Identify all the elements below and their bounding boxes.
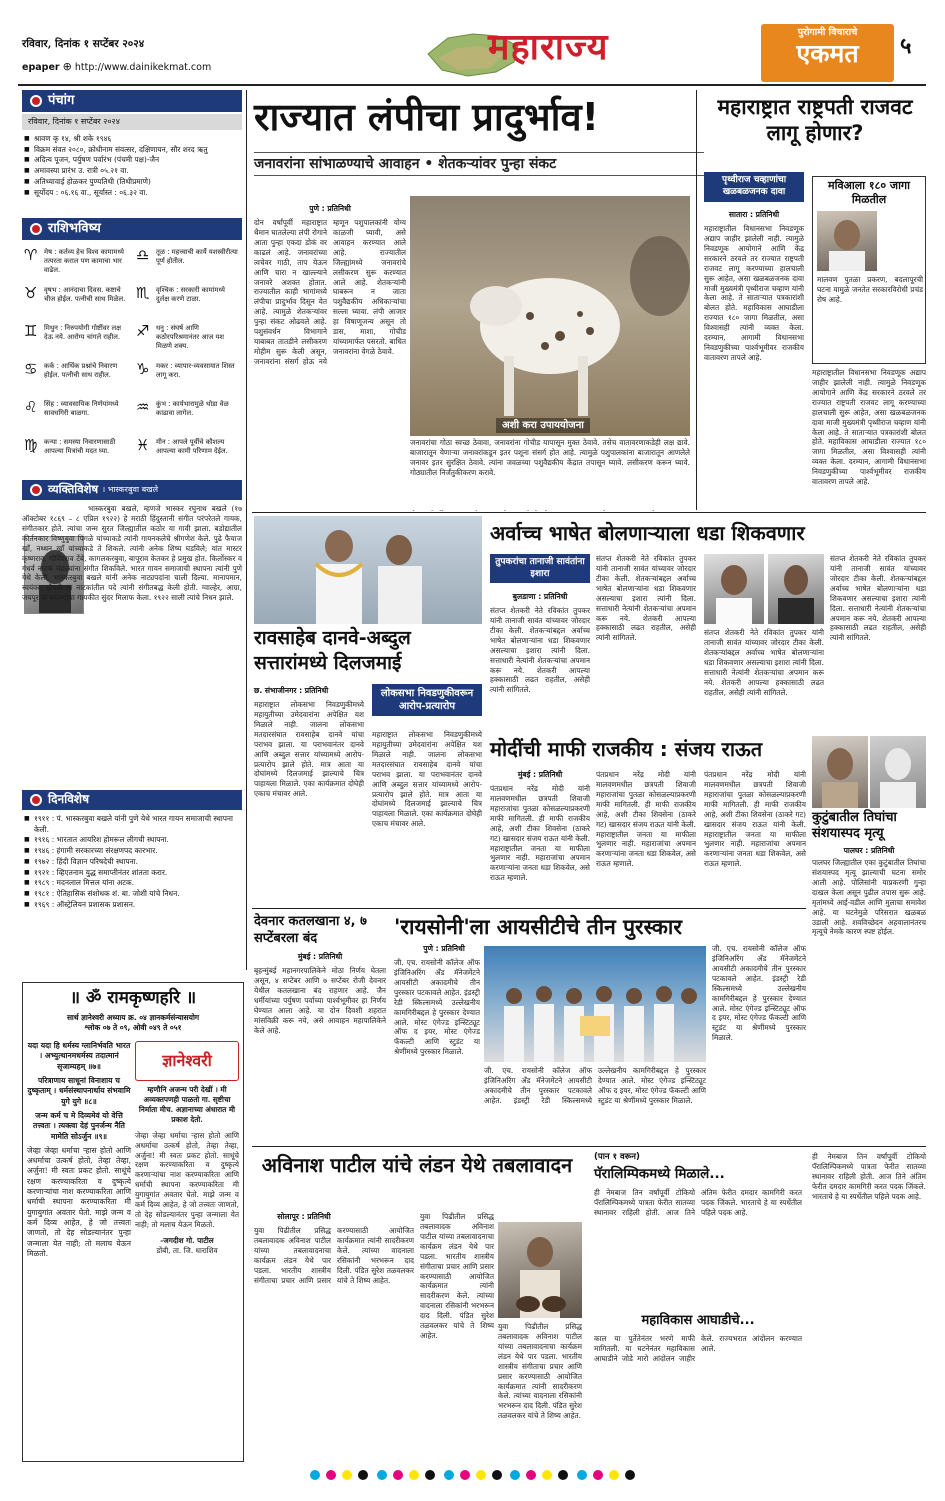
vyakti-body: भास्करबुवा बखले, म्हणजे भास्कर रघुनाथ बखले (१७ ऑक्टोबर १८६९ – ८ एप्रिल १९२२) हे मराठी हिंदुस्तानी संगीत परंपरेतले गायक, संगीतकार होते. त्यांचा जन्म सुरत जिल्ह्यातील कठोर या गावी झाला. बडोद्यातील कीर्तनकार विष्णुबुवा पिंगळे यांच्याकडे त्यांनी गायनकलेचे श्रीगणेश केले. पुढे फैयाज खाँ, नथ्थन खाँ यांच्याकडे ते शिकले. त्यांनी अनेक शिष्य घडविले; यांत मास्टर कृष्णराव, गोविंदराव टेंबे, कागलकरबुवा, बापूराव केतकर हे प्रमुख होत. किर्लोस्कर व गंधर्व नाटक मंडळ्यांना संगीत शिकविले. भारत गायन समाजाची स्थापना त्यांनी पुणे येथे केली. भास्करबुवा बखले यांनी अनेक नाट्यपदांना चाली दिल्या. मानापमान, स्वयंवर, द्रौपदी या नाटकांतील पदे त्यांनी संगीतबद्ध केली होती. ग्वाल्हेर, आग्रा, जयपूर या घराण्यांचा गायकीत सुंदर मिलाफ केला. १९२२ साली त्यांचे निधन झाले. xyxy=(22,504,242,603)
rashi-item: ♈ मेष : कर्तव्य हेच विश्व कामामध्ये तत्परता कराल पण कामाचा भार वाढेल. xyxy=(24,246,124,274)
avinash-headline: अविनाश पाटील यांचे लंडन येथे तबलावादन xyxy=(261,1153,573,1177)
section-rule xyxy=(252,908,806,909)
registration-dot xyxy=(510,1470,520,1480)
masthead xyxy=(0,0,945,88)
site-url[interactable]: http://www.dainikekmat.com xyxy=(74,62,212,73)
capricorn-icon: ♑ xyxy=(136,360,150,378)
mva-body: काल या पुर्तेतेनंतर भरणे माफी मागितली. या घटनेनंतर महाविकास आघाडीने जोडे मारो आंदोलन जाहीर केले. राज्यभरात आंदोलन करण्यात आले. xyxy=(594,1334,802,1363)
list-item: ■ १९१६ : भारतात आयरिश होमरूल लीगची स्थापना. xyxy=(24,835,242,846)
ramkrishna-box xyxy=(22,982,244,1462)
registration-dot xyxy=(542,1470,552,1480)
libra-icon: ♎ xyxy=(136,246,150,264)
rashi-header: राशिभविष्य xyxy=(22,218,242,240)
rashtrapati-kicker: पृथ्वीराज चव्हाणांचा खळबळजनक दावा xyxy=(704,172,804,202)
registration-dot xyxy=(310,1470,320,1480)
kutumb-byline: पालघर : प्रतिनिधी xyxy=(843,846,895,855)
leo-icon: ♌ xyxy=(24,398,38,416)
paralympic-headline: पॅरालिम्पिकमध्ये मिळाले... xyxy=(594,1166,725,1182)
lead-headline: राज्यात लंपीचा प्रादुर्भाव! xyxy=(254,95,599,139)
registration-dot xyxy=(577,1470,587,1480)
vyakti-header: व्यक्तिविशेष । भास्करबुवा बखले xyxy=(22,480,242,500)
lead-subheadline: जनावरांना सांभाळण्याचे आवाहन • शेतकऱ्यांवर पुन्हा संकट xyxy=(254,152,704,176)
registration-dot xyxy=(476,1470,486,1480)
rashi-grid xyxy=(22,244,242,476)
rashtrapati-byline: सातारा : प्रतिनिधी xyxy=(728,210,780,219)
tupkar-byline: बुलडाणा : प्रतिनिधी xyxy=(512,592,568,601)
registration-dot xyxy=(492,1470,502,1480)
tupkar-kicker: तुपकरांचा तानाजी सावंतांना इशारा xyxy=(490,554,590,583)
raisoni-headline: 'रायसोनी'ला आयसीटीचे तीन पुरस्कार xyxy=(394,915,682,939)
raisoni-body: जी. एच. रायसोनी कॉलेज ऑफ इंजिनिअरिंग अँड मॅनेजमेंटने आयसीटी अकादमीचे तीन पुरस्कार पटकावले आहेत. इंडस्ट्री रेडी स्किल्समध्ये उल्लेखनीय कामगिरीबद्दल हे पुरस्कार देण्यात आले. मोस्ट एंगेज्ड इन्स्टिट्यूट ऑफ द इयर, मोस्ट एंगेज्ड फॅकल्टी आणि स्टुडंट या श्रेणींमध्ये पुरस्कार मिळाले. xyxy=(394,958,480,1057)
tupkar-body-4: संतप्त शेतकरी नेते रविकांत तुपकर यांनी तानाजी सावंत यांच्यावर जोरदार टीका केली. शेतकऱ्यांबद्दल अर्वाच्च भाषेत बोलणाऱ्यांना धडा शिकवणार असल्याचा इशारा त्यांनी दिला. सत्ताधारी नेत्यांनी शेतकऱ्यांचा अपमान करू नये. शेतकरी आपल्या हक्कासाठी लढत राहतील, असेही त्यांनी सांगितले. xyxy=(830,554,926,643)
raut-body-3: पंतप्रधान नरेंद्र मोदी यांनी मालवणमधील छत्रपती शिवाजी महाराजांचा पुतळा कोसळल्याप्रकरणी माफी मागितली. ही माफी राजकीय आहे, अशी टीका शिवसेना (ठाकरे गट) खासदार संजय राऊत यांनी केली. महाराष्ट्रातील जनता या माफीला भुलणार नाही. महाराजांचा अपमान करणाऱ्यांना जनता धडा शिकवेल, असे राऊत म्हणाले. xyxy=(704,770,806,869)
rashi-item: ♋ कर्क : आर्थिक प्रश्नांचे निवारण होईल. पत्नीची साथ राहील. xyxy=(24,360,118,379)
deonar-byline: मुंबई : प्रतिनिधी xyxy=(297,952,343,961)
raisoni-award-photo xyxy=(484,946,706,1062)
prithviraj-photo xyxy=(817,211,877,271)
paralympic-body: ही नेमबाज तिन वर्षांपूर्वी टोकियो पॅरालिम्पिकमध्ये पात्रता फेरीत सातव्या स्थानावर राहिली होती. आज तिने अंतिम फेरीत दमदार कामगिरी करत पदक जिंकले. भारताचे हे या स्पर्धेतील पहिले पदक आहे. xyxy=(594,1188,802,1217)
list-item: ■ १९७२ : हिंदी विज्ञान परिषदेची स्थापना. xyxy=(24,857,242,868)
rashi-item: ♊ मिथुन : निरुपयोगी गोष्टींवर लक्ष देऊ नये. आरोग्य चांगले राहील. xyxy=(24,322,121,341)
raisoni-byline: पुणे : प्रतिनिधी xyxy=(423,944,465,953)
avinash-body-3: युवा पिढीतील प्रसिद्ध तबलावादक अविनाश पाटील यांच्या तबलावादनाचा कार्यक्रम लंडन येथे पार पडला. भारतीय शास्त्रीय संगीताचा प्रचार आणि प्रसार करण्यासाठी आयोजित कार्यक्रमात त्यांनी सादरीकरण केले. त्यांच्या वादनाला रसिकांनी भरभरून दाद दिली. पंडित सुरेश तळवलकर यांचे ते शिष्य आहेत. xyxy=(498,1322,582,1421)
raut-body: पंतप्रधान नरेंद्र मोदी यांनी मालवणमधील छत्रपती शिवाजी महाराजांचा पुतळा कोसळल्याप्रकरणी माफी मागितली. ही माफी राजकीय आहे, अशी टीका शिवसेना (ठाकरे गट) खासदार संजय राऊत यांनी केली. महाराष्ट्रातील जनता या माफीला भुलणार नाही. महाराजांचा अपमान करणाऱ्यांना जनता धडा शिकवेल, असे राऊत म्हणाले. xyxy=(490,784,590,883)
ovi-right: म्हणौनि अजन्म परी देखीं । मी अव्यक्तपणही पाळतो गा. सृष्टीचा निर्माता मीच. अज्ञानाच्या अंधारात मी प्रकाश देतो. जेव्हा जेव्हा धर्माचा ऱ्हास होतो आणि अधर्माचा उत्कर्ष होतो, तेव्हा तेव्हा, अर्जुना! मी स्वतः प्रकट होतो. साधूंचे रक्षण करण्याकरिता व दुष्कृत्ये करणाऱ्यांचा नाश करण्याकरिता आणि धर्माची स्थापना करण्याकरिता मी युगायुगांत अवतार घेतो. माझे जन्म व कर्म दिव्य आहेत, हे जो तत्त्वतः जाणतो, तो देह सोडल्यानंतर पुन्हा जन्माला येत नाही; तो मलाच येऊन मिळतो. -जगदीश गो. पाटील डोंबी, ता. जि. धाराशिव xyxy=(135,1085,239,1255)
list-item: ■ १९११ : पं. भास्करबुवा बखले यांनी पुणे येथे भारत गायन समाजाची स्थापना केली. xyxy=(24,814,242,835)
registration-dot xyxy=(460,1470,470,1480)
list-item: ■ १९८९ : मदनलाल मित्तल यांना अटक. xyxy=(24,878,242,889)
cancer-icon: ♋ xyxy=(24,360,38,378)
page-number: ५ xyxy=(900,33,912,59)
bullet-icon xyxy=(30,223,42,235)
paralympic-kicker: (पान १ वरून) xyxy=(594,1152,640,1162)
ramkrishna-shlok: श्लोक ०७ ते ०९, ओवी ०४९ ते ०५१ xyxy=(84,1023,182,1033)
taurus-icon: ♉ xyxy=(24,284,38,302)
section-rule xyxy=(252,1146,926,1147)
brand-block xyxy=(761,24,894,82)
rashi-item: ♎ तूळ : महत्त्वाची कार्ये यशस्वीरीत्या पूर्ण होतील. xyxy=(136,246,238,265)
ramkrishna-title: ॥ ॐ रामकृष्णहरि ॥ xyxy=(69,988,197,1008)
list-item: ■ विक्रम संवत २०८०, क्रोधीनाम संवत्सर, दक्षिणायन, सौर शरद ऋतु xyxy=(24,145,242,156)
print-registration-bar xyxy=(0,1470,945,1490)
avinash-body: युवा पिढीतील प्रसिद्ध तबलावादक अविनाश पाटील यांच्या तबलावादनाचा कार्यक्रम लंडन येथे पार पडला. भारतीय शास्त्रीय संगीताचा प्रचार आणि प्रसार करण्यासाठी आयोजित कार्यक्रमात त्यांनी सादरीकरण केले. त्यांच्या वादनाला रसिकांनी भरभरून दाद दिली. पंडित सुरेश तळवलकर यांचे ते शिष्य आहेत. xyxy=(254,1226,414,1285)
raut-body-2: पंतप्रधान नरेंद्र मोदी यांनी मालवणमधील छत्रपती शिवाजी महाराजांचा पुतळा कोसळल्याप्रकरणी माफी मागितली. ही माफी राजकीय आहे, अशी टीका शिवसेना (ठाकरे गट) खासदार संजय राऊत यांनी केली. महाराष्ट्रातील जनता या माफीला भुलणार नाही. महाराजांचा अपमान करणाऱ्यांना जनता धडा शिकवेल, असे राऊत म्हणाले. xyxy=(596,770,696,869)
rashi-item: ♒ कुंभ : कार्यभारामुळे थोडा वेळ काढावा लागेल. xyxy=(136,398,229,417)
brand-logo: एकमत xyxy=(796,38,859,68)
kutumb-body: पालघर जिल्ह्यातील एका कुटुंबातील तिघांचा संशयास्पद मृत्यू झाल्याची घटना समोर आली आहे. पोलिसांनी याप्रकरणी गुन्हा दाखल केला असून पुढील तपास सुरू आहे. मृतांमध्ये आई-वडील आणि मुलाचा समावेश आहे. या घटनेमुळे परिसरात खळबळ उडाली आहे. शवविच्छेदन अहवालानंतरच मृत्यूचे नेमके कारण स्पष्ट होईल. xyxy=(812,858,926,937)
dinvishesh-header: दिनविशेष xyxy=(22,790,242,810)
lumpy-cow-photo xyxy=(410,196,690,436)
paralympic-body-2: ही नेमबाज तिन वर्षांपूर्वी टोकियो पॅरालिम्पिकमध्ये पात्रता फेरीत सातव्या स्थानावर राहिली होती. आज तिने अंतिम फेरीत दमदार कामगिरी करत पदक जिंकले. भारताचे हे या स्पर्धेतील पहिले पदक आहे. xyxy=(812,1152,926,1201)
left-column xyxy=(22,88,242,978)
registration-dot xyxy=(609,1470,619,1480)
aquarius-icon: ♒ xyxy=(136,398,150,416)
photo-caption-title: अशी करा उपाययोजना xyxy=(496,418,590,433)
tupkar-headline: अर्वाच्च भाषेत बोलणाऱ्याला धडा शिकवणार xyxy=(490,521,805,545)
tupkar-body-3: संतप्त शेतकरी नेते रविकांत तुपकर यांनी तानाजी सावंत यांच्यावर जोरदार टीका केली. शेतकऱ्यांबद्दल अर्वाच्च भाषेत बोलणाऱ्यांना धडा शिकवणार असल्याचा इशारा त्यांनी दिला. सत्ताधारी नेत्यांनी शेतकऱ्यांचा अपमान करू नये. शेतकरी आपल्या हक्कासाठी लढत राहतील, असेही त्यांनी सांगितले. xyxy=(704,628,824,697)
danve-sattar-photo xyxy=(254,516,482,624)
column-rule xyxy=(696,90,697,510)
raut-byline: मुंबई : प्रतिनिधी xyxy=(517,770,563,779)
registration-dot xyxy=(377,1470,387,1480)
rashi-item: ♉ वृषभ : आनंदाचा दिवस. कष्टाचे चीज होईल. पत्नीची साथ मिळेल. xyxy=(24,284,126,303)
danve-byline: छ. संभाजीनगर : प्रतिनिधी xyxy=(254,686,329,695)
masthead-date: रविवार, दिनांक १ सप्टेंबर २०२४ xyxy=(22,38,145,50)
aries-icon: ♈ xyxy=(24,246,38,264)
list-item: ■ १९४६ : हंगामी सरकारच्या संरक्षणपद कारभार. xyxy=(24,846,242,857)
masthead-rule xyxy=(18,84,926,86)
column-rule xyxy=(246,90,247,970)
lead-body-more xyxy=(410,510,690,511)
rashtrapati-headline: महाराष्ट्रात राष्ट्रपती राजवट लागू होणार? xyxy=(717,95,913,146)
side-caption: मालवण पुतळा प्रकरण, बदलापूरची घटना यामुळे जनतेत सरकारविरोधी प्रचंड रोष आहे. xyxy=(817,275,923,304)
sagittarius-icon: ♐ xyxy=(136,322,150,340)
registration-dot xyxy=(393,1470,403,1480)
deonar-headline: देवनार कतलखाना ४, ७ सप्टेंबरला बंद xyxy=(254,914,367,946)
danve-box: लोकसभा निवडणुकीवरून आरोप-प्रत्यारोप xyxy=(372,684,482,716)
brand-tagline: पुरोगामी विचाराचे xyxy=(797,27,858,38)
author-place: डोंबी, ता. जि. धाराशिव xyxy=(156,1245,218,1255)
scorpio-icon: ♏ xyxy=(136,284,150,302)
danve-body: महाराष्ट्रात लोकसभा निवडणुकीमध्ये महायुतीच्या उमेदवारांना अपेक्षित यश मिळाले नाही. जालना लोकसभा मतदारसंघात रावसाहेब दानवे यांचा पराभव झाला. या पराभवानंतर दानवे आणि अब्दुल सत्तार यांच्यामध्ये आरोप-प्रत्यारोप झाले होते. मात्र आता या दोघांमध्ये दिलजमाई झाल्याचे चित्र पाहायला मिळाले. एका कार्यक्रमात दोघेही एकाच मंचावर आले. xyxy=(254,700,364,799)
registration-dot xyxy=(326,1470,336,1480)
danve-headline: रावसाहेब दानवे-अब्दुल सत्तारांमध्ये दिलजमाई xyxy=(254,627,411,674)
rashi-item: ♑ मकर : व्यापार-व्यवसायात शिस्त लागू करा. xyxy=(136,360,235,379)
virgo-icon: ♍ xyxy=(24,436,38,454)
registration-dot xyxy=(342,1470,352,1480)
raisoni-body-3: जी. एच. रायसोनी कॉलेज ऑफ इंजिनिअरिंग अँड मॅनेजमेंटने आयसीटी अकादमीचे तीन पुरस्कार पटकावले आहेत. इंडस्ट्री रेडी स्किल्समध्ये उल्लेखनीय कामगिरीबद्दल हे पुरस्कार देण्यात आले. मोस्ट एंगेज्ड इन्स्टिट्यूट ऑफ द इयर, मोस्ट एंगेज्ड फॅकल्टी आणि स्टुडंट या श्रेणींमध्ये पुरस्कार मिळाले. xyxy=(712,944,806,1043)
tupkar-body: संतप्त शेतकरी नेते रविकांत तुपकर यांनी तानाजी सावंत यांच्यावर जोरदार टीका केली. शेतकऱ्यांबद्दल अर्वाच्च भाषेत बोलणाऱ्यांना धडा शिकवणार असल्याचा इशारा त्यांनी दिला. सत्ताधारी नेत्यांनी शेतकऱ्यांचा अपमान करू नये. शेतकरी आपल्या हक्कासाठी लढत राहतील, असेही त्यांनी सांगितले. xyxy=(490,606,590,695)
rashi-item: ♍ कन्या : समस्या निवारणासाठी आपल्या मित्रांची मदत घ्या. xyxy=(24,436,116,455)
bullet-icon xyxy=(30,95,42,107)
tabla-player-photo xyxy=(498,1222,582,1318)
sawant-photo xyxy=(768,554,824,624)
list-item: ■ १९६९ : ऑस्ट्रेलियन प्रशासक प्रशासन. xyxy=(24,900,242,911)
registration-dot xyxy=(444,1470,454,1480)
ramkrishna-sub: सार्थ ज्ञानेश्वरी अध्याय क्र. ०४ ज्ञानकर्मसंन्यासयोग xyxy=(66,1013,200,1023)
author-signature: -जगदीश गो. पाटील xyxy=(160,1235,214,1245)
rashtrapati-body: महाराष्ट्रातील विधानसभा निवडणूक अद्याप जाहीर झालेली नाही. त्यामुळे निवडणूक आयोगाने आणि केंद्र सरकारने ठरवले तर राज्यात राष्ट्रपती राजवट लागू करण्याच्या हालचाली सुरू आहेत, असा खळबळजनक दावा माजी मुख्यमंत्री पृथ्वीराज चव्हाण यांनी केला आहे. ते साताऱ्यात पत्रकारांशी बोलत होते. महाविकास आघाडीला राज्यात १८० जागा मिळतील, असा विश्वासही त्यांनी व्यक्त केला. दरम्यान, आगामी विधानसभा निवडणुकीच्या पार्श्वभूमीवर राजकीय वातावरण तापले आहे. xyxy=(704,224,804,362)
rashtrapati-body-more: महाराष्ट्रातील विधानसभा निवडणूक अद्याप जाहीर झालेली नाही. त्यामुळे निवडणूक आयोगाने आणि केंद्र सरकारने ठरवले तर राज्यात राष्ट्रपती राजवट लागू करण्याच्या हालचाली सुरू आहेत, असा खळबळजनक दावा माजी मुख्यमंत्री पृथ्वीराज चव्हाण यांनी केला आहे. ते साताऱ्यात पत्रकारांशी बोलत होते. महाविकास आघाडीला राज्यात १८० जागा मिळतील, असा विश्वासही त्यांनी व्यक्त केला. दरम्यान, आगामी विधानसभा निवडणुकीच्या पार्श्वभूमीवर राजकीय वातावरण तापले आहे. xyxy=(812,368,926,487)
pisces-icon: ♓ xyxy=(136,436,150,454)
mva-headline: महाविकास आघाडीचे... xyxy=(641,1313,755,1328)
kutumb-headline: कुटुंबातील तिघांचा संशयास्पद मृत्यू xyxy=(812,810,897,842)
lead-byline: पुणे : प्रतिनिधी xyxy=(309,204,351,213)
registration-dot xyxy=(625,1470,635,1480)
avinash-body-2: युवा पिढीतील प्रसिद्ध तबलावादक अविनाश पाटील यांच्या तबलावादनाचा कार्यक्रम लंडन येथे पार पडला. भारतीय शास्त्रीय संगीताचा प्रचार आणि प्रसार करण्यासाठी आयोजित कार्यक्रमात त्यांनी सादरीकरण केले. त्यांच्या वादनाला रसिकांनी भरभरून दाद दिली. पंडित सुरेश तळवलकर यांचे ते शिष्य आहेत. xyxy=(420,1212,494,1341)
rashi-item: ♐ धनु : संघर्ष आणि कठोरपरिश्रमानंतर आज यश मिळणे शक्य. xyxy=(136,322,225,350)
rashi-item: ♏ वृश्चिक : सरकारी कामांमध्ये दुर्लक्ष करणे टाळा. xyxy=(136,284,225,303)
tupkar-photo xyxy=(704,554,764,624)
raisoni-body-2: जी. एच. रायसोनी कॉलेज ऑफ इंजिनिअरिंग अँड मॅनेजमेंटने आयसीटी अकादमीचे तीन पुरस्कार पटकावले आहेत. इंडस्ट्री रेडी स्किल्समध्ये उल्लेखनीय कामगिरीबद्दल हे पुरस्कार देण्यात आले. मोस्ट एंगेज्ड इन्स्टिट्यूट ऑफ द इयर, मोस्ट एंगेज्ड फॅकल्टी आणि स्टुडंट या श्रेणींमध्ये पुरस्कार मिळाले. xyxy=(484,1066,706,1105)
kutumb-photo-1 xyxy=(812,736,868,808)
avinash-byline: सोलापूर : प्रतिनिधी xyxy=(277,1212,331,1221)
registration-dot xyxy=(526,1470,536,1480)
panchang-list xyxy=(24,134,242,198)
list-item: ■ १९८१ : ऐतिहासिक संशोधक शं. बा. जोशी यांचे निधन. xyxy=(24,889,242,900)
list-item: ■ श्रावण कृ १४, श्री शके १९४६ xyxy=(24,134,242,145)
list-item: ■ अतिथ्यावाई होळकर पुण्यतिथी (तिथीप्रमाणे) xyxy=(24,177,242,188)
list-item: ■ अदित्य पूजन, पर्युषण पर्वारंभ (पंचमी पक्ष)-जैन xyxy=(24,155,242,166)
list-item: ■ अमावस्या प्रारंभ उ. रात्री ०५.२१ वा. xyxy=(24,166,242,177)
epaper-url[interactable]: epaper ⊕ http://www.dainikekmat.com xyxy=(22,60,212,73)
bullet-icon xyxy=(30,794,42,806)
list-item: ■ सूर्योदय : ०६.१६ वा., सूर्यास्त : ०६.३२ वा. xyxy=(24,188,242,199)
raut-headline: मोदींची माफी राजकीय : संजय राऊत xyxy=(490,737,763,761)
registration-dot xyxy=(593,1470,603,1480)
danve-body-2: महाराष्ट्रात लोकसभा निवडणुकीमध्ये महायुतीच्या उमेदवारांना अपेक्षित यश मिळाले नाही. जालना लोकसभा मतदारसंघात रावसाहेब दानवे यांचा पराभव झाला. या पराभवानंतर दानवे आणि अब्दुल सत्तार यांच्यामध्ये आरोप-प्रत्यारोप झाले होते. मात्र आता या दोघांमध्ये दिलजमाई झाल्याचे चित्र पाहायला मिळाले. एका कार्यक्रमात दोघेही एकाच मंचावर आले. xyxy=(372,730,482,829)
registration-dot xyxy=(425,1470,435,1480)
gemini-icon: ♊ xyxy=(24,322,38,340)
section-title: महाराज्य xyxy=(488,26,609,68)
dnyaneshwari-logo: ज्ञानेश्वरी xyxy=(135,1041,239,1081)
rashi-item: ♌ सिंह : व्यावसायिक निर्णयांमध्ये सावधगिरी बाळगा. xyxy=(24,398,119,417)
bullet-icon xyxy=(30,484,42,496)
ovi-left: यदा यदा हि धर्मस्य ग्लानिर्भवति भारत । अभ्युत्थानमधर्मस्य तदात्मानं सृजाम्यहम् ॥७॥ परित्राणाय साधूनां विनाशाय च दुष्कृताम् । धर्मसंस्थापनार्थाय संभवामि युगे युगे ॥८॥ जन्म कर्म च मे दिव्यमेवं यो वेत्ति तत्त्वतः । त्यक्त्वा देहं पुनर्जन्म नैति मामेति सोऽर्जुन ॥९॥ जेव्हा जेव्हा धर्माचा ऱ्हास होतो आणि अधर्माचा उत्कर्ष होतो, तेव्हा तेव्हा, अर्जुना! मी स्वतः प्रकट होतो. साधूंचे रक्षण करण्याकरिता व दुष्कृत्ये करणाऱ्यांचा नाश करण्याकरिता आणि धर्माची स्थापना करण्याकरिता मी युगायुगांत अवतार घेतो. माझे जन्म व कर्म दिव्य आहेत, हे जो तत्त्वतः जाणतो, तो देह सोडल्यानंतर पुन्हा जन्माला येत नाही; तो मलाच येऊन मिळतो. xyxy=(27,1041,131,1258)
side-head: मविआला १८० जागा मिळतील xyxy=(828,179,910,207)
section-rule xyxy=(252,512,926,513)
lead-caption-body: जनावरांचा गोठा स्वच्छ ठेवावा, जनावरांना गोचीड यापासून मुक्त ठेवावे. तसेच वातावरणाकडेही लक्ष द्यावे. बाजारातून येणाऱ्या जनावरांकडून इतर पशूना संसर्ग होत आहे. त्यामुळे पशुपालकांना बाजारातून आणलेले जनावर इतर सुरक्षित ठेवावे. त्यांना जवळच्या पशुवैद्यकीय केंद्रात तपासून घ्यावे. लसीकरण करून घ्यावे. गोठ्यातील निर्जंतुकीकरण करावे. xyxy=(410,438,690,477)
kutumb-photo-2 xyxy=(870,736,926,808)
tupkar-body-2: संतप्त शेतकरी नेते रविकांत तुपकर यांनी तानाजी सावंत यांच्यावर जोरदार टीका केली. शेतकऱ्यांबद्दल अर्वाच्च भाषेत बोलणाऱ्यांना धडा शिकवणार असल्याचा इशारा त्यांनी दिला. सत्ताधारी नेत्यांनी शेतकऱ्यांचा अपमान करू नये. शेतकरी आपल्या हक्कासाठी लढत राहतील, असेही त्यांनी सांगितले. xyxy=(596,554,696,643)
list-item: ■ १९२१ : व्हिएतनाम युद्ध समाप्तीनंतर शांतता करार. xyxy=(24,868,242,879)
rashi-item: ♓ मीन : आपले पूर्वीचे कौशल्य आपल्या कामी परिणाम देईल. xyxy=(136,436,228,455)
registration-dot xyxy=(358,1470,368,1480)
panchang-header: पंचांग xyxy=(22,90,242,112)
lead-body: दोन वर्षांपूर्वी महाराष्ट्रात थैमान घातलेल्या लंपी रोगाने आता पुन्हा एकदा डोकं वर काढलं आहे. जनावरांच्या त्वचेवर गाठी, ताप येऊन आणि चारा न खाल्ल्याने जनावरे अशक्त होतात. राज्यातील काही भागांमध्ये लंपीचा प्रादुर्भाव दिसून येत आहे. त्यामुळे शेतकऱ्यांवर पुन्हा संकट ओढवले आहे. पशुसंवर्धन विभागाने याबाबत तातडीने लसीकरण मोहीम सुरू केली असून, जनावरांना संसर्ग होऊ नये म्हणून पशुपालकांनी योग्य काळजी घ्यावी, असे आवाहन करण्यात आले आहे. राज्यातील जिल्ह्यांमध्ये जनावरांचे लसीकरण सुरू करण्यात आले आहे. शेतकऱ्यांनी घाबरून न जाता पशुवैद्यकीय अधिकाऱ्यांचा सल्ला घ्यावा. लंपी आजार हा विषाणूजन्य असून तो डास, माशा, गोचीड यांच्यामार्फत पसरतो. बाधित जनावरांना वेगळे ठेवावे. xyxy=(254,218,406,366)
panchang-date: रविवार, दिनांक १ सप्टेंबर २०२४ xyxy=(22,114,242,130)
rashtrapati-side-box xyxy=(812,176,926,364)
registration-dot xyxy=(409,1470,419,1480)
deonar-body: बृहन्मुंबई महानगरपालिकेने मोठा निर्णय घेतला असून, ४ सप्टेंबर आणि ७ सप्टेंबर रोजी देवनार येथील कतलखाना बंद राहणार आहे. जैन धर्मीयांच्या पर्युषण पर्वाच्या पार्श्वभूमीवर हा निर्णय घेण्यात आला आहे. या दोन दिवशी शहरात मांसविक्री करू नये, असे आवाहन महापालिकेने केले आहे. xyxy=(254,966,386,1035)
dinvishesh-list xyxy=(24,814,242,911)
registration-dot xyxy=(558,1470,568,1480)
